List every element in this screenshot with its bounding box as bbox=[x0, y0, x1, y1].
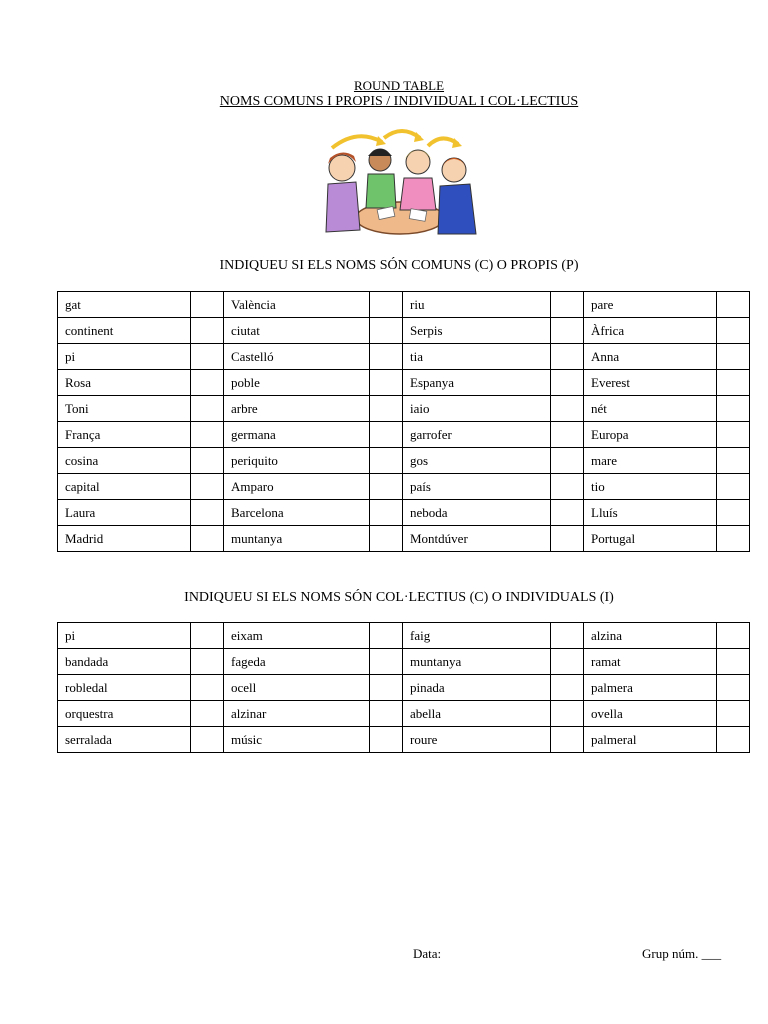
word-cell: cosina bbox=[58, 448, 191, 474]
word-cell: ciutat bbox=[224, 318, 370, 344]
word-cell: Rosa bbox=[58, 370, 191, 396]
word-cell: pi bbox=[58, 344, 191, 370]
word-cell: riu bbox=[403, 292, 551, 318]
answer-box[interactable] bbox=[370, 675, 403, 701]
word-cell: país bbox=[403, 474, 551, 500]
word-cell: Everest bbox=[584, 370, 717, 396]
word-cell: Anna bbox=[584, 344, 717, 370]
word-cell: pi bbox=[58, 623, 191, 649]
section2-heading: INDIQUEU SI ELS NOMS SÓN COL·LECTIUS (C) O INDIVIDUALS (I) bbox=[184, 590, 614, 605]
answer-box[interactable] bbox=[370, 396, 403, 422]
word-cell: palmera bbox=[584, 675, 717, 701]
word-cell: Laura bbox=[58, 500, 191, 526]
word-cell: Madrid bbox=[58, 526, 191, 552]
answer-box[interactable] bbox=[191, 344, 224, 370]
word-cell: França bbox=[58, 422, 191, 448]
answer-box[interactable] bbox=[717, 675, 750, 701]
answer-box[interactable] bbox=[551, 422, 584, 448]
word-cell: tio bbox=[584, 474, 717, 500]
collective-individual-nouns-table bbox=[57, 622, 750, 753]
table-row bbox=[58, 675, 750, 701]
answer-box[interactable] bbox=[191, 292, 224, 318]
word-cell: orquestra bbox=[58, 701, 191, 727]
answer-box[interactable] bbox=[370, 500, 403, 526]
answer-box[interactable] bbox=[551, 727, 584, 753]
answer-box[interactable] bbox=[551, 623, 584, 649]
answer-box[interactable] bbox=[717, 396, 750, 422]
page-subtitle: NOMS COMUNS I PROPIS / INDIVIDUAL I COL·LECTIUS bbox=[219, 94, 579, 109]
table-row bbox=[58, 701, 750, 727]
word-cell: ramat bbox=[584, 649, 717, 675]
answer-box[interactable] bbox=[717, 727, 750, 753]
word-cell: periquito bbox=[224, 448, 370, 474]
answer-box[interactable] bbox=[717, 422, 750, 448]
group-number-label: Grup núm. ___ bbox=[642, 946, 722, 961]
answer-box[interactable] bbox=[191, 500, 224, 526]
answer-box[interactable] bbox=[370, 474, 403, 500]
date-label: Data: bbox=[413, 946, 442, 961]
word-cell: músic bbox=[224, 727, 370, 753]
answer-box[interactable] bbox=[717, 344, 750, 370]
word-cell: iaio bbox=[403, 396, 551, 422]
table-row bbox=[58, 344, 750, 370]
word-cell: nét bbox=[584, 396, 717, 422]
answer-box[interactable] bbox=[191, 675, 224, 701]
word-cell: mare bbox=[584, 448, 717, 474]
answer-box[interactable] bbox=[370, 526, 403, 552]
answer-box[interactable] bbox=[191, 422, 224, 448]
answer-box[interactable] bbox=[717, 500, 750, 526]
answer-box[interactable] bbox=[191, 649, 224, 675]
answer-box[interactable] bbox=[551, 701, 584, 727]
answer-box[interactable] bbox=[551, 474, 584, 500]
word-cell: serralada bbox=[58, 727, 191, 753]
word-cell: robledal bbox=[58, 675, 191, 701]
word-cell: Castelló bbox=[224, 344, 370, 370]
answer-box[interactable] bbox=[370, 701, 403, 727]
answer-box[interactable] bbox=[370, 292, 403, 318]
word-cell: gat bbox=[58, 292, 191, 318]
answer-box[interactable] bbox=[370, 370, 403, 396]
answer-box[interactable] bbox=[191, 396, 224, 422]
word-cell: fageda bbox=[224, 649, 370, 675]
answer-box[interactable] bbox=[551, 526, 584, 552]
word-cell: alzinar bbox=[224, 701, 370, 727]
word-cell: abella bbox=[403, 701, 551, 727]
answer-box[interactable] bbox=[191, 318, 224, 344]
answer-box[interactable] bbox=[551, 448, 584, 474]
word-cell: Àfrica bbox=[584, 318, 717, 344]
page-title: ROUND TABLE bbox=[353, 78, 445, 93]
answer-box[interactable] bbox=[370, 623, 403, 649]
word-cell: Toni bbox=[58, 396, 191, 422]
answer-box[interactable] bbox=[717, 701, 750, 727]
word-cell: continent bbox=[58, 318, 191, 344]
answer-box[interactable] bbox=[191, 474, 224, 500]
table-row bbox=[58, 448, 750, 474]
answer-box[interactable] bbox=[551, 292, 584, 318]
answer-box[interactable] bbox=[370, 318, 403, 344]
answer-box[interactable] bbox=[370, 344, 403, 370]
answer-box[interactable] bbox=[717, 318, 750, 344]
answer-box[interactable] bbox=[551, 370, 584, 396]
word-cell: germana bbox=[224, 422, 370, 448]
answer-box[interactable] bbox=[551, 396, 584, 422]
table-row bbox=[58, 526, 750, 552]
table-row bbox=[58, 370, 750, 396]
table-row bbox=[58, 292, 750, 318]
answer-box[interactable] bbox=[551, 500, 584, 526]
answer-box[interactable] bbox=[717, 649, 750, 675]
answer-box[interactable] bbox=[717, 292, 750, 318]
table-row bbox=[58, 318, 750, 344]
word-cell: ocell bbox=[224, 675, 370, 701]
word-cell: Barcelona bbox=[224, 500, 370, 526]
answer-box[interactable] bbox=[551, 675, 584, 701]
word-cell: roure bbox=[403, 727, 551, 753]
word-cell: Amparo bbox=[224, 474, 370, 500]
answer-box[interactable] bbox=[191, 448, 224, 474]
answer-box[interactable] bbox=[551, 318, 584, 344]
table-row bbox=[58, 727, 750, 753]
answer-box[interactable] bbox=[717, 623, 750, 649]
table-row bbox=[58, 623, 750, 649]
table-row bbox=[58, 474, 750, 500]
word-cell: capital bbox=[58, 474, 191, 500]
word-cell: bandada bbox=[58, 649, 191, 675]
kids-round-table-illustration bbox=[302, 126, 492, 242]
word-cell: pare bbox=[584, 292, 717, 318]
section1-heading: INDIQUEU SI ELS NOMS SÓN COMUNS (C) O PROPIS (P) bbox=[219, 258, 579, 273]
answer-box[interactable] bbox=[191, 623, 224, 649]
word-cell: faig bbox=[403, 623, 551, 649]
table-row bbox=[58, 422, 750, 448]
answer-box[interactable] bbox=[717, 526, 750, 552]
answer-box[interactable] bbox=[717, 474, 750, 500]
answer-box[interactable] bbox=[370, 649, 403, 675]
word-cell: poble bbox=[224, 370, 370, 396]
word-cell: Europa bbox=[584, 422, 717, 448]
word-cell: alzina bbox=[584, 623, 717, 649]
answer-box[interactable] bbox=[191, 727, 224, 753]
word-cell: pinada bbox=[403, 675, 551, 701]
table-row bbox=[58, 500, 750, 526]
answer-box[interactable] bbox=[370, 448, 403, 474]
word-cell: València bbox=[224, 292, 370, 318]
word-cell: Serpis bbox=[403, 318, 551, 344]
word-cell: palmeral bbox=[584, 727, 717, 753]
answer-box[interactable] bbox=[191, 526, 224, 552]
word-cell: Espanya bbox=[403, 370, 551, 396]
word-cell: eixam bbox=[224, 623, 370, 649]
word-cell: Montdúver bbox=[403, 526, 551, 552]
word-cell: arbre bbox=[224, 396, 370, 422]
word-cell: Lluís bbox=[584, 500, 717, 526]
answer-box[interactable] bbox=[551, 649, 584, 675]
word-cell: muntanya bbox=[224, 526, 370, 552]
answer-box[interactable] bbox=[717, 448, 750, 474]
word-cell: Portugal bbox=[584, 526, 717, 552]
answer-box[interactable] bbox=[717, 370, 750, 396]
word-cell: garrofer bbox=[403, 422, 551, 448]
answer-box[interactable] bbox=[370, 727, 403, 753]
common-proper-nouns-table bbox=[57, 291, 750, 552]
answer-box[interactable] bbox=[551, 344, 584, 370]
word-cell: gos bbox=[403, 448, 551, 474]
table-row bbox=[58, 396, 750, 422]
table-row bbox=[58, 649, 750, 675]
answer-box[interactable] bbox=[191, 701, 224, 727]
word-cell: muntanya bbox=[403, 649, 551, 675]
answer-box[interactable] bbox=[191, 370, 224, 396]
answer-box[interactable] bbox=[370, 422, 403, 448]
word-cell: tia bbox=[403, 344, 551, 370]
word-cell: ovella bbox=[584, 701, 717, 727]
word-cell: neboda bbox=[403, 500, 551, 526]
